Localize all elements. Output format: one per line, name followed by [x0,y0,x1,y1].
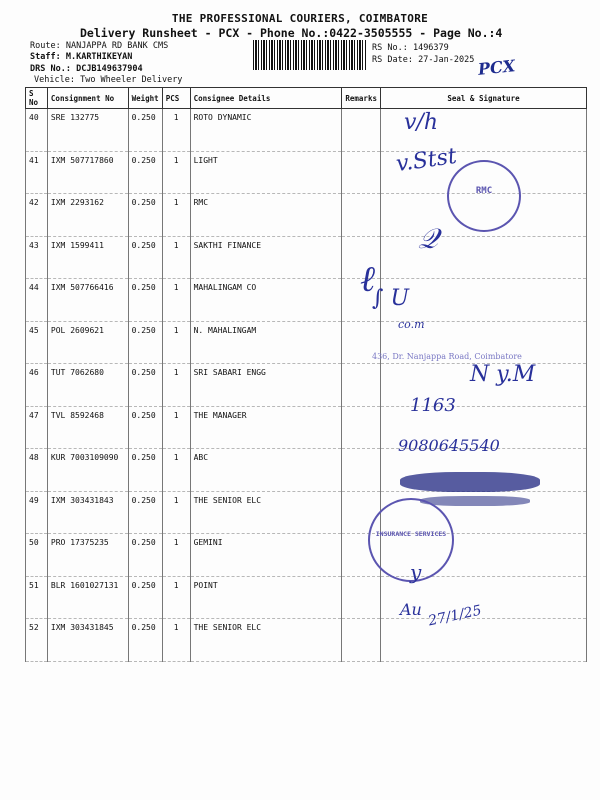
row-pcs: 1 [162,534,190,577]
row-consignee: SAKTHI FINANCE [190,236,342,279]
vehicle-value: Two Wheeler Delivery [80,75,183,85]
table-row [26,619,587,662]
row-pcs: 1 [162,619,190,662]
col-header-sno: S No [26,88,48,109]
row-weight: 0.250 [128,491,162,534]
row-weight: 0.250 [128,406,162,449]
row-sno: 42 [26,194,48,237]
row-consignment-no: POL 2609621 [47,321,128,364]
table-row [26,109,587,152]
rs-date-value: 27-Jan-2025 [418,55,475,65]
row-weight: 0.250 [128,576,162,619]
row-consignment-no: IXM 303431845 [47,619,128,662]
row-consignee: GEMINI [190,534,342,577]
table-header-row [26,88,587,109]
signature-row-43: 𝒬 [418,222,439,255]
row-consignee: ABC [190,449,342,492]
drs-label: DRS No.: [30,64,71,74]
signature-row-41: v.Stst [394,143,459,178]
document-title: THE PROFESSIONAL COURIERS, COIMBATORE [171,12,429,25]
col-header-pcs: PCS [162,88,190,109]
signature-row-48 [398,436,500,455]
row-consignment-no: BLR 1601027131 [47,576,128,619]
document-subtitle: Delivery Runsheet - PCX - Phone No.:0422-3505555 - Page No.:4 [80,26,503,40]
row-consignment-no: SRE 132775 [47,109,128,152]
vehicle-line [34,75,182,85]
row-pcs: 1 [162,279,190,322]
col-header-consignee: Consignee Details [190,88,342,109]
row-sno: 43 [26,236,48,279]
insurance-stamp-text: INSURANCE SERVICES [375,530,447,538]
stamp-smudge-row-49 [400,472,540,492]
signature-row-45b: co.m [398,318,425,331]
rmc-stamp-text: RMC [475,186,493,196]
signature-row-52: Au [400,600,422,619]
row-consignment-no: TVL 8592468 [47,406,128,449]
handwritten-pcx-mark: PCX [477,56,517,79]
row-sno: 44 [26,279,48,322]
rs-no-label: RS No.: [372,43,408,53]
row-sno: 52 [26,619,48,662]
barcode-image [253,40,366,70]
row-consignment-no: PRO 17375235 [47,534,128,577]
signature-row-47 [410,395,456,416]
row-remarks [342,151,381,194]
row-seal-signature [380,279,586,322]
row-weight: 0.250 [128,279,162,322]
rs-date-line [372,55,474,65]
row-remarks [342,194,381,237]
row-consignee: RMC [190,194,342,237]
row-sno: 47 [26,406,48,449]
row-remarks [342,449,381,492]
route-line [30,41,168,51]
staff-line [30,52,132,62]
row-pcs: 1 [162,321,190,364]
row-remarks [342,576,381,619]
handwritten-number: 1163 [410,395,456,416]
col-header-remarks: Remarks [342,88,381,109]
rs-no-line [372,43,449,53]
row-remarks [342,364,381,407]
row-weight: 0.250 [128,194,162,237]
row-consignee: MAHALINGAM CO [190,279,342,322]
row-weight: 0.250 [128,151,162,194]
row-pcs: 1 [162,449,190,492]
vehicle-label: Vehicle: [34,75,75,85]
table-row [26,279,587,322]
row-sno: 46 [26,364,48,407]
row-remarks [342,619,381,662]
row-sno: 49 [26,491,48,534]
col-header-consignment: Consignment No [47,88,128,109]
table-row [26,576,587,619]
address-stamp: 436, Dr. Nanjappa Road, Coimbatore [372,352,522,361]
rs-no-value: 1496379 [412,43,449,53]
row-seal-signature [380,236,586,279]
row-pcs: 1 [162,151,190,194]
row-consignment-no: IXM 507766416 [47,279,128,322]
row-consignment-no: IXM 1599411 [47,236,128,279]
row-weight: 0.250 [128,449,162,492]
route-label: Route: [30,41,61,51]
row-sno: 51 [26,576,48,619]
row-consignee: ROTO DYNAMIC [190,109,342,152]
handwritten-phone: 9080645540 [398,436,500,455]
staff-value: M.KARTHIKEYAN [65,52,133,62]
row-weight: 0.250 [128,619,162,662]
row-pcs: 1 [162,406,190,449]
stamp-smudge-row-49b [420,496,530,506]
row-seal-signature [380,619,586,662]
row-pcs: 1 [162,194,190,237]
table-row [26,236,587,279]
row-consignment-no: IXM 303431843 [47,491,128,534]
table-row [26,534,587,577]
row-weight: 0.250 [128,109,162,152]
col-header-weight: Weight [128,88,162,109]
row-consignee: LIGHT [190,151,342,194]
signature-row-40: v/h [404,110,439,135]
row-consignee: POINT [190,576,342,619]
route-value: NANJAPPA RD BANK CMS [65,41,169,51]
col-header-signature: Seal & Signature [380,88,586,109]
row-consignee: SRI SABARI ENGG [190,364,342,407]
row-consignee: THE SENIOR ELC [190,619,342,662]
row-sno: 48 [26,449,48,492]
rmc-stamp-seal [447,160,521,232]
row-consignee: THE MANAGER [190,406,342,449]
row-pcs: 1 [162,576,190,619]
drs-value: DCJB149637904 [76,64,143,74]
rs-date-label: RS Date: [372,55,413,65]
row-consignee: N. MAHALINGAM [190,321,342,364]
row-pcs: 1 [162,491,190,534]
row-pcs: 1 [162,109,190,152]
row-weight: 0.250 [128,321,162,364]
row-remarks [342,109,381,152]
row-sno: 45 [26,321,48,364]
row-sno: 50 [26,534,48,577]
staff-label: Staff: [30,52,61,62]
row-consignee: THE SENIOR ELC [190,491,342,534]
signature-row-51: y [410,560,422,584]
row-weight: 0.250 [128,534,162,577]
signature-row-45: ∫ U [372,286,409,311]
table-row [26,406,587,449]
drs-line [30,64,143,74]
handwritten-date: 27/1/25 [426,602,484,630]
row-consignment-no: TUT 7062680 [47,364,128,407]
row-consignment-no: IXM 507717860 [47,151,128,194]
row-consignment-no: IXM 2293162 [47,194,128,237]
row-weight: 0.250 [128,364,162,407]
row-sno: 40 [26,109,48,152]
row-pcs: 1 [162,364,190,407]
signature-row-46: N y.M [470,362,536,387]
signature-row-44: ℓ [360,259,375,300]
row-sno: 41 [26,151,48,194]
row-consignment-no: KUR 7003109090 [47,449,128,492]
row-remarks [342,406,381,449]
row-pcs: 1 [162,236,190,279]
row-weight: 0.250 [128,236,162,279]
